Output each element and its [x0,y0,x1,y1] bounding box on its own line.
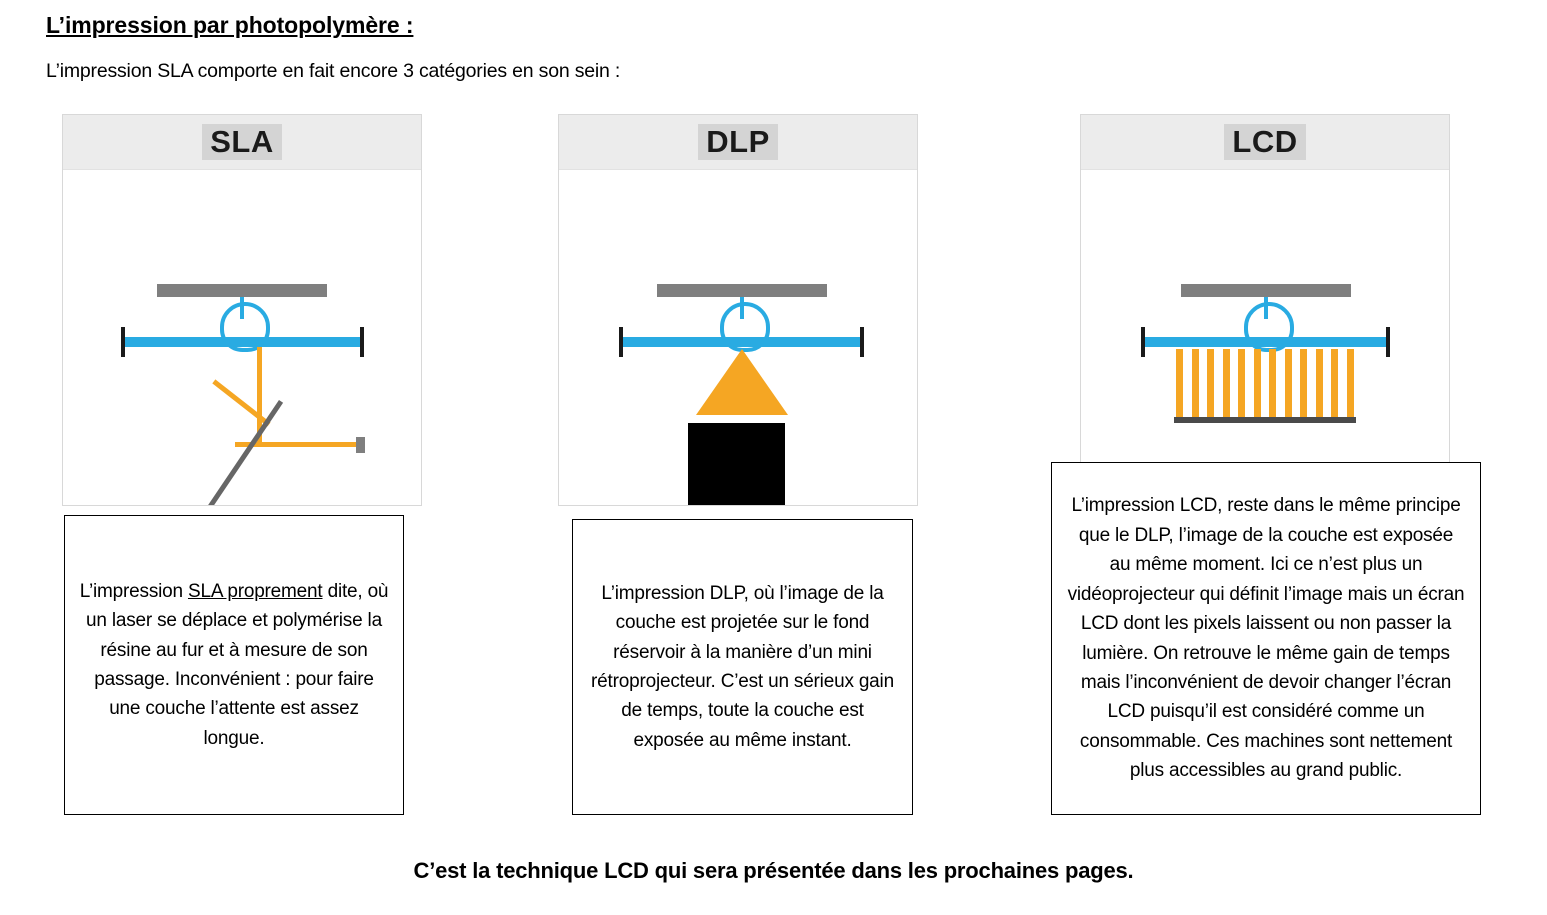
vat-wall-right-icon [1386,327,1390,357]
diagram-card-sla [62,114,422,506]
diagram-sla [63,169,421,505]
caption-lcd-text: L’impression LCD, reste dans le même principe que le DLP, l’image de la couche est exposée au même moment. Ici ce n’est plus un vidéoprojecteur qui définit l’image mais un écran LCD dont les pixels laissent ou non passer la lumière. On retrouve le même gain de temps mais l’inconvénient de devoir changer l’écran LCD puisqu’il est considéré comme un consommable. Ces machines sont nettement plus accessibles au grand public. [1067,495,1465,782]
diagram-card-lcd [1080,114,1450,506]
vat-wall-left-icon [121,327,125,357]
card-title-sla: SLA [202,124,282,160]
caption-sla-text-part1: L’impression [79,580,188,602]
card-header-sla [63,115,421,170]
diagram-card-dlp [558,114,918,506]
caption-lcd [1051,462,1481,815]
build-platform-icon [657,284,827,297]
resin-vat-icon [1143,337,1389,347]
page-subtitle: L’impression SLA comporte en fait encore 3 catégories en son sein : [46,60,621,82]
diagram-lcd [1081,169,1449,505]
lcd-backlight-icon [1176,349,1354,417]
build-platform-icon [157,284,327,297]
caption-dlp [572,519,913,815]
caption-dlp-text: L’impression DLP, où l’image de la couche est projetée sur le fond réservoir à la manière d’un mini rétroprojecteur. C’est un sérieux gain de temps, toute la couche est exposée au même instant. [591,582,894,751]
page-title: L’impression par photopolymère : [46,12,414,38]
vat-wall-left-icon [1141,327,1145,357]
vat-wall-right-icon [860,327,864,357]
vat-wall-right-icon [360,327,364,357]
resin-vat-icon [123,337,363,347]
build-platform-icon [1181,284,1351,297]
caption-sla-underlined: SLA proprement [187,580,323,602]
card-title-dlp: DLP [698,124,778,160]
projector-box-icon [688,423,785,505]
caption-sla [64,515,404,815]
diagram-dlp [559,169,917,505]
caption-sla-text-part2: dite, où un laser se déplace et polymérise la résine au fur et à mesure de son passage. Inconvénient : pour faire une couche l’attente est assez longue. [86,580,389,749]
vat-wall-left-icon [619,327,623,357]
card-header-dlp [559,115,917,170]
card-title-lcd: LCD [1224,124,1305,160]
lcd-panel-base-icon [1174,417,1356,423]
resin-vat-icon [621,337,863,347]
projector-beam-icon [696,349,788,415]
laser-source-icon [356,437,365,453]
card-header-lcd [1081,115,1449,170]
page-footer-note: C’est la technique LCD qui sera présentée dans les prochaines pages. [413,858,1134,883]
mirror-icon [198,400,283,505]
